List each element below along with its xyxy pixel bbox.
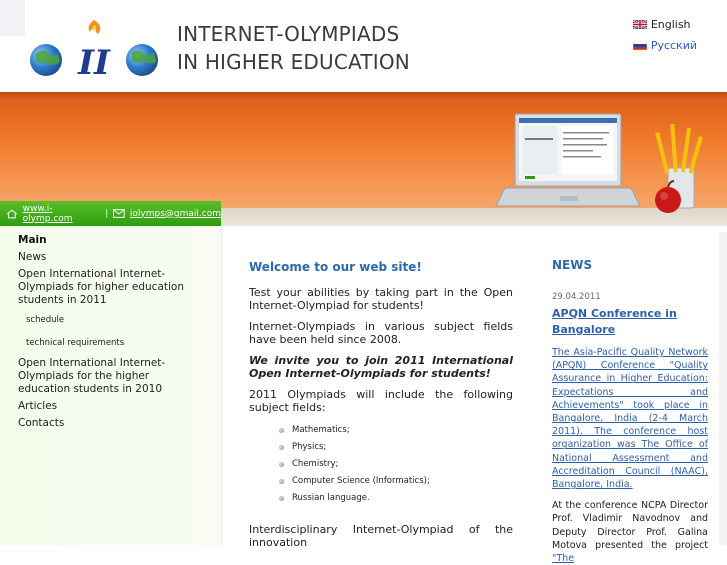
intro-paragraph: Test your abilities by taking part in the Open Internet-Olympiad for students! [249,286,513,312]
sidebar-item-news[interactable]: News [18,251,47,263]
language-switcher [633,14,697,56]
site-title-line2: IN HIGHER EDUCATION [177,50,410,74]
invite-paragraph: We invite you to join 2011 International Open Internet-Olympiads for students! [249,354,513,380]
site-title-line1: INTERNET-OLYMPIADS [177,22,400,46]
site-logo[interactable] [28,14,162,84]
sidebar-item-technical-requirements[interactable]: technical requirements [26,338,125,348]
ru-flag-icon [633,41,647,50]
site-header [0,0,727,92]
language-russian[interactable] [633,35,697,56]
subject-label: Mathematics; [292,425,350,435]
subjects-intro: 2011 Olympiads will include the following subject fields: [249,388,513,414]
subjects-list [279,422,513,507]
logo-text: II [78,43,110,83]
sidebar-item-olympiads-2010[interactable]: Open International Internet-Olympiads for the higher education students in 2010 [18,357,166,395]
list-item [279,456,513,473]
subject-label: Russian language. [292,493,370,503]
list-item [279,422,513,439]
subject-label: Computer Science (Informatics); [292,476,430,486]
mail-icon [113,209,125,218]
contact-separator: | [105,208,109,219]
list-item [279,490,513,507]
contact-bar [0,201,221,226]
news-more-text: At the conference NCPA Director Prof. Vladimir Navodnov and Deputy Director Prof. Galina Motova presented the project [552,500,708,551]
news-more-link[interactable]: "The [552,553,575,565]
email-link[interactable]: iolymps@gmail.com [129,208,221,219]
language-english-label[interactable]: English [650,18,691,31]
bullet-icon [279,462,284,467]
bullet-icon [279,445,284,450]
site-title [177,20,410,76]
main-content [249,226,513,549]
home-icon [6,209,18,219]
list-item [279,439,513,456]
history-paragraph: Internet-Olympiads in various subject fields have been held since 2008. [249,320,513,346]
news-date: 29.04.2011 [552,292,601,302]
sidebar-item-schedule[interactable]: schedule [26,315,65,325]
news-more-paragraph [552,499,708,565]
language-english[interactable] [633,14,697,35]
sidebar-item-articles[interactable]: Articles [18,400,58,412]
sidebar-item-main[interactable]: Main [18,234,47,246]
page-title: Welcome to our web site! [249,260,422,274]
news-title-link[interactable]: APQN Conference in Bangalore [552,307,677,336]
news-heading: NEWS [552,258,593,272]
news-column [552,226,708,565]
language-russian-label[interactable]: Русский [650,39,697,52]
news-body-link[interactable]: The Asia-Pacific Quality Network (APQN) Conference "Quality Assurance in Higher Education: Expectations and Achievements" took place in Bangalore, India (2-4 March 2011). The conference host organization was The Office of National Assessment and Accreditation Council (NAAC), Bangalore, India. [552,347,708,491]
bullet-icon [279,428,284,433]
website-link[interactable]: www.i-olymp.com [22,203,73,224]
list-item [279,473,513,490]
uk-flag-icon [633,20,647,29]
sidebar [0,226,222,545]
right-edge-strip [719,232,727,545]
bullet-icon [279,479,284,484]
bullet-icon [279,496,284,501]
subject-label: Chemistry; [292,459,339,469]
interdisciplinary-paragraph: Interdisciplinary Internet-Olympiad of the innovation [249,523,513,549]
subject-label: Physics; [292,442,327,452]
sidebar-item-contacts[interactable]: Contacts [18,417,65,429]
sidebar-nav [0,226,221,432]
sidebar-item-olympiads-2011[interactable]: Open International Internet-Olympiads for higher education students in 2011 [18,268,184,306]
